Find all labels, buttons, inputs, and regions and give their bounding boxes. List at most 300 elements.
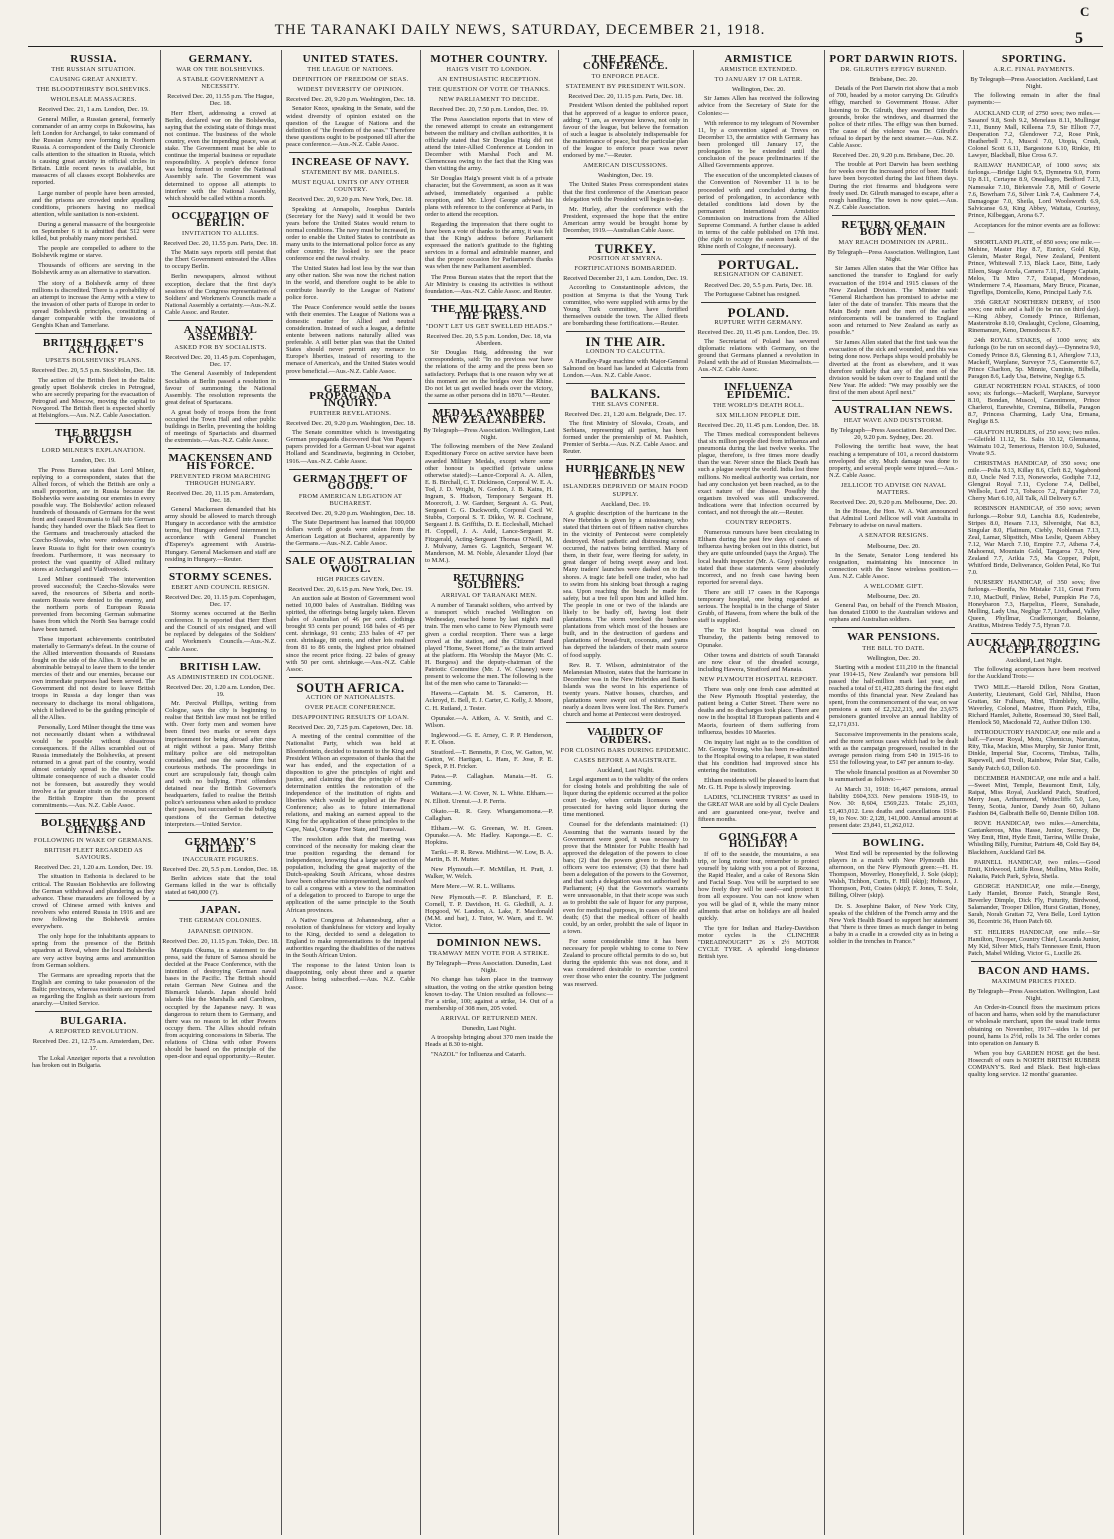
article-dateline: Melbourne, Dec. 20. [867, 542, 920, 550]
article-paragraph: Okato.—R. R. Grey. Whangamomona.—P. Callaghan. [425, 807, 553, 822]
article-paragraph: When you buy GARDEN HOSE get the best. Hosecraft of ours is NORTH BRITISH RUBBER COMPANY'S. Red and Black. Best high-class quality long service. 12 months' guarantee. [968, 1049, 1100, 1079]
article-subheading: MUST EQUAL UNITS OF ANY OTHER COUNTRY. [291, 179, 410, 194]
article-subheading: POSITION AT SMYRNA. [588, 255, 663, 263]
article-dateline: Received Dec. 20, 11.15 p.m. Tokio, Dec. 18. [162, 937, 279, 945]
article-headline: BRITISH FLEET'S ACTION. [42, 337, 145, 357]
article-paragraph: Sir Douglas Haig, addressing the war correspondents, said: "In no previous war have the relations of the army and the press been so satisfactory. Perhaps that is one reason why we at this moment are on the bridges over the Rhine. Do not let us get swelled heads over the victory, the same as other persons did in 1870."—Reuter. [425, 349, 553, 399]
article-paragraph: Herr Ebert, addressing a crowd at Berlin, declared war on the Bolsheviks, saying that the existing state of things must not continue. The business of the whole country, even the impending peace, was at stake. The Government must be able to continue the imperial business or repudiate responsibility. A people's defence force was being formed to render the National Assembly safe. The Government was determined to oppose all attempts to interfere with the National Assembly, which should be called within a month. [165, 109, 276, 202]
article-paragraph: The General Assembly of Independent Socialists at Berlin passed a resolution in favour of summoning the National Assembly. The resolution represents the great defeat of Spartacans. [165, 370, 276, 406]
article-subheading: WIDEST DIVERSITY OF OPINION. [297, 86, 404, 94]
article-headline: AUSTRALIAN NEWS. [834, 404, 953, 417]
article-separator [701, 254, 816, 255]
article-separator [289, 677, 412, 678]
article-paragraph: Counsel for the defendants maintained: (1) Assuming that the warrants issued by the Government were good, it was necessary to prove that the Minister for Public Health had approved the delegation of the powers to close bars; (2) that the powers given to the health officers were too extensive; (3) that there had been a delegation of the powers to the Governor, and that such a delegation was not authorised by Parliament; (4) that the Governor's warrants were unreasonable, in that their scope was such as to prohibit the sale of liquor for any purpose, even for medicinal purposes, in cases of life and death; (5) that the medical officer of health could, by an order, prohibit the sale of liquor in a town. [563, 821, 688, 935]
article-dateline: Received Dec. 20, 11.45 p.m. London, Dec. 19. [697, 328, 820, 336]
article-paragraph: General Miller, a Russian general, formerly commander of an army corps in Bukowina, has left London for Archangel, to take command of the Russian Army now forming in Northern Russia. A correspondent of the Daily Chronicle calls attention to the situation in Russia, which is causing great anxiety in official circles in Britain. Little recent news is available, but massacres of all classes except Bolsheviks are reported. [32, 115, 155, 187]
article-paragraph: SHORTLAND PLATE, of 850 sovs; one mile.—Mehine, Master Hay 8.7, Eunice, Gold Kip, Glerain, Master Regal, New Zealand, Penitent Prince, Whitewall 7.13, Black Lace, Bitte, Lady Eileen, Stage Arcola, Camera 7.11, Happy Captain, Melos, Tu Miro 7.7, Estapad, Mondesso, Windermere 7.4, Hassmara, Mary Bruce, Picanae, Tigreflips, Domicello, Keno, Principal Lady 7.6. [968, 239, 1100, 296]
article-paragraph: Senator Knox, speaking in the Senate, said the widest diversity of opinion existed on the question of the League of Nations and the definition of "the freedom of the seas." Therefore these questions ought to be postponed till after the peace conference.—Aus.-N.Z. Cable Assoc. [286, 105, 415, 148]
article-subheading: PREVENTED FROM MARCHING THROUGH HUNGARY. [170, 472, 271, 487]
article-subheading: RUPTURE WITH GERMANY. [714, 318, 803, 326]
article-subheading: SIX MILLION PEOPLE DIE. [716, 411, 801, 419]
article-separator [168, 206, 273, 207]
article-subheading: NEW PLYMOUTH HOSPITAL REPORT. [699, 675, 818, 683]
article-dateline: Received Dec. 20, 5.5 p.m. Paris, Dec. 18. [704, 281, 813, 289]
article-subheading: CASES BEFORE A MAGISTRATE. [574, 756, 677, 764]
article-dateline: London, Dec. 19. [71, 457, 116, 465]
article-paragraph: The Peace Conference would settle the issues with their enemies. The League of Nations was a domestic matter for Allied and neutral consideration. Instead of such a league, a definite entente between nations naturally allied was preferable. A still better plan was that the United States should never permit any menace to Europe's liberties, instead of resorting to the menace of America's, and the United States would prove beneficial.—Aus.-N.Z. Cable Assoc. [286, 303, 415, 375]
article-subheading: COUNTRY REPORTS. [725, 519, 792, 527]
article-subheading: MAXIMUM PRICES FIXED. [991, 977, 1077, 985]
article-subheading: MAY REACH DOMINION IN APRIL. [838, 239, 949, 247]
article-paragraph: RAILWAY HANDICAP, of 1000 sovs; six furlongs.—Bridge Light 9.5, Dymnetra 9.0, Form Up 8.11, Certayne 8.9, Oneallegro, Bedford 7.13, Namesake 7.10, Birkenvale 7.8, Mill o' Gowrie 7.6, Bowrham 7.6, Silver Link 7.4, Cashmere 7.4, Damagogue 7.0, Sheila, Lord Woolsworth 6.9, Salvicanse 6.9, King Abbey, Waitata, Courtesy, Prince, Kilbeggan, Arona 6.7. [968, 162, 1100, 219]
column-divider [160, 50, 161, 1535]
article-subheading: ASKED FOR BY SOCIALISTS. [174, 344, 267, 352]
article-paragraph: The Matin says reports still persist that the Ebert Government entreated the Allies to occupy Berlin. [165, 249, 276, 271]
article-dateline: Wellington, Dec. 20. [867, 654, 920, 662]
article-headline: IN THE AIR. [585, 334, 666, 349]
article-headline: BRITISH LAW. [179, 660, 262, 673]
article-paragraph: Sir James Allen has received the following advice from the Secretary of State for the Colonies:— [698, 95, 819, 117]
article-dateline: Dunedin, Last Night. [462, 1024, 516, 1032]
article-dateline: By Telegraph—Press Association. Received Dec. 20, 9.20 p.m. Sydney, Dec. 20. [830, 427, 957, 442]
article-subheading: FORTIFICATIONS BOMBARDED. [574, 265, 677, 273]
column-divider [558, 50, 559, 1535]
article-headline: PORTUGAL. [718, 257, 799, 273]
article-paragraph: PARNELL HANDICAP, two miles.—Good Emit, Kirkwood, Little Rose, Mullins, Miss Rolfe, Nakaiia, Patch Park, Sylvia, Sheila. [968, 858, 1100, 880]
article-paragraph: The situation in Esthonia is declared to be critical. The Russian Bolsheviks are following the German withdrawal and plundering as they advance. These marauders are followed by a crowd of Chinese armed with knives and revolvers who entered Russia in 1916 and are now following the Bolshevik armies everywhere. [32, 873, 155, 931]
article-headline: SALE OF AUSTRALIAN WOOL. [285, 555, 416, 575]
article-dateline: By Telegraph—Press Association. Wellington, Last Night. [827, 249, 960, 264]
article-subheading: AN ENTHUSIASTIC RECEPTION. [437, 76, 541, 84]
article-paragraph: 24th ROYAL STAKES, of 1000 sovs; six furlongs (to be run on second day).—Dynnetra 9.0, Comedy Prince 8.6, Glenning 8.1, Afterglow 7.13, Mackeff, Warplane, Surveyor 7.5, Casmerette 6.7, Prince Charlton, Sp. Minnie, Cuminie, Bilbella, Paragon 8.6, Lady Usa, Betwine, Neglige 6.5. [968, 337, 1100, 380]
page-corner-mark: C [1080, 4, 1090, 19]
article-subheading: LONDON TO CALCUTTA. [585, 348, 666, 356]
article-paragraph: A great body of troops from the front occupied the Town Hall and other public buildings in Berlin, preventing the holding of meetings of Spartacists and disarmed the extremists.—Aus.-N.Z. Cable Assoc. [165, 408, 276, 445]
article-dateline: Received Dec. 20, 11.15 p.m. Copenhagen, Dec. 17. [165, 593, 276, 608]
article-dateline: By Telegraph—Press Association. Dunedin, Last Night. [426, 960, 552, 975]
article-dateline: By Telegraph—Press Association. Wellington, Last Night. [423, 427, 555, 442]
article-subheading: FOLLOWING IN WAKE OF GERMANS. [33, 837, 154, 845]
article-separator [168, 448, 273, 449]
article-paragraph: 35th GREAT NORTHERN DERBY, of 1500 sovs; one mile and a half (to be run on third day).—King Abbey, Comedy Prince, Rifleman, Masterstroke 8.10, Onslaught, Cyclone, Gloaming, Rinemanure, Keno, Demodocus 8.7. [968, 298, 1100, 335]
article-separator [832, 400, 955, 401]
article-subheading: ACTION OF NATIONALISTS. [305, 693, 396, 701]
article-paragraph: The story of a Bolshevik army of three millions is discredited. There is a probability of an attempt to increase the Army with a view to the invasion of other parts of Europe in order to spread Bolshevik principles, constituting a danger comparable with the invasions of Genghis Khan and Tamerlane. [32, 279, 155, 330]
article-headline: THE PEACE CONFERENCE. [582, 53, 669, 73]
article-dateline: Wellington, Dec. 20. [732, 86, 785, 94]
article-headline: AUCKLAND TROTTING ACCEPTANCES. [967, 637, 1101, 657]
article-paragraph: The United States Press correspondent states that the first conference of the American peace delegation with the President will begin to-day. [563, 181, 688, 203]
article-dateline: Received December 21, 1 a.m. London, Dec. 19. [563, 275, 688, 283]
article-headline: RUSSIA. [70, 53, 117, 65]
article-subheading: ISLANDERS DEPRIVED OF MAIN FOOD SUPPLY. [562, 483, 689, 498]
article-subheading: THE BILL TO DATE. [862, 644, 925, 652]
article-subheading: A STABLE GOVERNMENT A NECESSITY. [176, 76, 265, 91]
article-paragraph: NURSERY HANDICAP, of 350 sovs; five furlongs.—Bonifa, No Mistake 7.11, Great Form 7.10, MacDuff, Finlaw, Rebel, Pumpkin Pie 7.6, Honeybaron 7.3, Harpelius, Fleere, Sunshade, Melling, Lady Una, Neglige 7.7, Lividband, Valley Queen, Phyllmar, Cradlemonger, Bolanne, Aratitus, Mistress Teddy 7.5, Hyran 7.0. [968, 579, 1100, 629]
article-separator [832, 215, 955, 216]
article-paragraph: According to Constantinople advices, the position at Smyrna is that the Young Turk committee, who were supplied with arms by the Young Turk committee, have fortified themselves outside the town. The Allied fleets are bombarding these fortifications.—Reuter. [563, 284, 688, 327]
article-headline: GERMANY'S KILLED. [184, 835, 257, 855]
article-paragraph: Acceptances for the minor events are as follows:— [968, 221, 1100, 237]
article-subheading: CAUSING GREAT ANXIETY. [49, 76, 138, 84]
article-paragraph: The Times medical correspondent believes that six million people died from influenza and pneumonia during the last twelve weeks. The plague, therefore, is five times more deadly than the war. Never since the Black Death has such a plague swept the world. India lost three millions. No medical authority was certain, nor had any conclusion yet been reached, as to the exact nature of the disease. Possibly the organism involved was still undiscovered. Indications were that infection occurred by contact, and not through the air.—Reuter. [698, 430, 819, 516]
article-paragraph: On inquiry last night as to the condition of Mr. George Young, who has been re-admitted to the Hospital owing to a relapse, it was stated that his condition had improved since his entering the institution. [698, 738, 819, 775]
article-separator [566, 722, 685, 723]
article-subheading: A WELCOME GIFT. [863, 583, 924, 590]
article-dateline: Received Dec. 20, 11.45 p.m. London, Dec. 18. [697, 421, 820, 429]
article-paragraph: Stormy scenes occurred at the Berlin conference. It is reported that Herr Ebert and the Council of six resigned, and will be replaced by delegates of the Soldiers' and Workmen's Councils.—Aus.-N.Z. Cable Assoc. [165, 610, 276, 653]
article-paragraph: There are still 17 cases in the Kaponga temporary hospital, one being regarded as serious. The hospital is in the charge of Sister Grubb, of Hawera, from where the bulk of the staff is supplied. [698, 588, 819, 625]
article-subheading: INVITATION TO ALLIES. [181, 229, 260, 237]
article-paragraph: The execution of the uncompleted clauses of the Convention of November 11 is to be proceeded with and concluded during the period of prolongation, in accordance with detailed conditions laid down by the permanent International Armistice Commission on instructions from the Allied Supreme Command. A further clause is added in terms of the cable published on 17th inst. (the right to occupy the eastern bank of the Rhine north of Cologne, if necessary). [698, 172, 819, 251]
article-headline: BACON AND HAMS. [978, 964, 1090, 977]
article-paragraph: A graphic description of the hurricane in the New Hebrides is given by a missionary, who stated that thirteen out of fifteen native churches in the vicinity of Pentecost were completely destroyed. Most pathetic and distressing scenes occurred, the natives being terrified. Many of them, in their fear, were fleeing for safety, in great danger of being swept away and lost. Many traders' launches were dashed on to the shores. A tragic fate befell one trader, who had to swim from his sinking boat through a raging sea. Upon reaching the beach he made for safety, but a tree fell upon him and killed him. The people in one or two of the islands are likely to be badly off, having lost their plantations. The storm wrecked the bamboo plantations from which most of the houses are built, and in the destruction of gardens and plantations of bread-fruit, coconuts, and yams has deprived the islanders of their main source of food supply. [563, 509, 688, 659]
article-headline: INCREASE OF NAVY. [291, 156, 410, 169]
article-paragraph: In the House, the Hon. W. A. Watt announced that Admiral Lord Jellicoe will visit Australia in February to advise on naval matters. [829, 508, 958, 530]
article-subheading: THE BLOODTHIRSTY BOLSHEVIKS. [36, 86, 151, 94]
article-subheading: INACCURATE FIGURES. [182, 855, 259, 863]
article-subheading: THE GERMAN COLONIES. [179, 917, 262, 925]
article-separator [289, 551, 412, 552]
article-paragraph: The response to the latest Union loan is disappointing, only about three and a quarter millions being subscribed.—Aus. N.Z. Cable Assoc. [286, 962, 415, 991]
article-separator [566, 331, 685, 332]
article-paragraph: For some considerable time it has been necessary for people wishing to come to New Zealand to procure official permits to do so, but during the epidemic this was not done, and it was considered desirable to exercise control over those who enter the country. The judgment was reserved. [563, 937, 688, 988]
article-separator [289, 379, 412, 380]
article-paragraph: The Lokal Anzeiger reports that a revolution has broken out in Bulgaria. [32, 1054, 155, 1069]
article-headline: SOUTH AFRICA. [296, 679, 405, 695]
article-paragraph: GREAT NORTHERN FOAL STAKES, of 1000 sovs; six furlongs.—Mackeff, Warplane, Surveyor 8.10, Bondan, Muscol, Canonimore, Prince Charleroi, Eurewhite, Cremina, Bilbella, Paragon 8.7, Princess Charming, Lady Una, Ermana, Neglige 8.5. [968, 382, 1100, 426]
article-paragraph: The Germans are spreading reports that the English are coming to take possession of the Baltic provinces, whereas residents are reported as regarding the English as their saviours from anarchy.—United Service. [32, 971, 155, 1008]
article-paragraph: New Plymouth.—F. P. Blanchard, F. E. Cornell, T. P. Davidson, H. G. Gledhill, A. J. Hopgood, W. Landon, A. Lake, F. Macdonald (M.M. and bar), J. Tutor, W. Warn, and E. W. Victor. [425, 893, 553, 929]
article-paragraph: Inglewood.—G. E. Arney, C. P. P. Henderson, F. E. Olson. [425, 731, 553, 746]
article-subheading: WAR ON THE BOLSHEVIKS. [176, 66, 265, 74]
article-paragraph: The Press Association reports that in view of the renewed attempt to create an estrangement between the military and civilian authorities, it is officially stated that Sir Douglas Haig did not attend the inter-Allied Conference at London in December with Marshal Foch and M. Clemenceau owing to the fact that the King was then visiting the army. [425, 115, 553, 173]
article-paragraph: The tyre for Indian and Harley-Davidson motor cycles is the CLINCHER "DREADNOUGHT" 26 x 2½ MOTOR CYCLE TYRE. A splendid long-distance British tyre. [698, 924, 819, 961]
article-separator [289, 469, 412, 470]
column-1 [29, 50, 158, 1535]
article-paragraph: Opunake.—A. Aitken, A. V. Smith, and C. Wilson. [425, 714, 553, 729]
article-headline: RETURNING SOLDIERS. [453, 571, 525, 591]
article-headline: STORMY SCENES. [169, 570, 272, 583]
article-subheading: STATEMENT BY MR. DANIELS. [301, 169, 400, 177]
column-divider [693, 50, 694, 1535]
article-headline: RETURN OF MAIN BODY MEN. [841, 218, 946, 238]
article-paragraph: The only hope for the inhabitants appears to spring from the presence of the British squadron at Reval, where the local Bolsheviks are very active buying arms and ammunition from German soldiers. [32, 933, 155, 969]
article-separator [168, 900, 273, 901]
article-subheading: HIGH PRICES GIVEN. [316, 575, 385, 583]
article-headline: GERMAN THEFT OF GOODS. [292, 472, 409, 492]
masthead-rule [28, 46, 1103, 47]
article-dateline: Received Dec. 20, 5.5 p.m. London, Dec. 18, via Aberdeen. [426, 333, 552, 348]
article-headline: THE MILITARY AND THE PRESS. [431, 302, 547, 322]
article-subheading: THE RUSSIAN SITUATION. [51, 66, 136, 74]
article-paragraph: INTRODUCTORY HANDICAP, one mile and a half.—Favour Royal, Motu, Chemicus, Narratus, Rity, Tika, Mackin, Miss Murphy, Sir Junior Emit, Dinkle, Imperial Star, Cocorns, Timbus, Tallis, Rapewell, and Tivoli, Rainbow, Polar Star, Callo, Sandy Patch 6.0, Dillon 6.0. [968, 729, 1100, 772]
article-dateline: Auckland, Last Night. [597, 766, 654, 774]
article-paragraph: The Portuguese Cabinet has resigned. [704, 290, 801, 298]
article-paragraph: The following members of the New Zealand Expeditionary Force on active service have been awarded Military Medals, except where some other honour is specified (private unless otherwise stated):—Lance-Corporal A. A. Allen, E. B. Birchall, C. T. Dickinson, Corporal W. E. A. Tod, J. D. Wright, N. Gordon, J. B. Kains, H. Ingram, S. Hudson, Temporary Sergeant H. Moorcroft, J. W. Gardner, Sergeant A. G. Peat, Sergeant C. G. Duckworth, Corporal Cecil W. Stubbs, Corporal S. T. Dikko, W. R. Cochrane, Sergeant J. B. Griffiths, D. E. Eccleshall, Michael H. Coppell, J. A. Auld, Lance-Sergeant R. Fitzgerald, Acting-Sergeant Thomas O'Neill, M. J. Mulvany, James G. Lagnitch, Sergeant W. Manderson, M. M. Noble, Alexander Lloyd (bar to M.M.). [425, 443, 553, 564]
article-subheading: DR. GILRUTH'S EFFIGY BURNED. [840, 66, 947, 74]
article-paragraph: TWO MILE.—Harold Dillon, Nora Grattan, Austerity, Lieutenant, Gold Girl, Nihilist, Huon Grattan, Sir Fulham, Mint, Thimbleby, Willie, Waverley, Colonel, Mastree, Huon Patch, Elba, Richard Hamlet, Juliette, Rosemead 30, Steel Ball, Hemlock 50, Macdonald 72, Author Dillon 130. [968, 683, 1100, 726]
article-headline: BULGARIA. [60, 1015, 127, 1028]
article-dateline: Auckland, Dec. 19. [600, 500, 651, 508]
column-2 [162, 50, 279, 1535]
article-separator [428, 568, 550, 569]
article-separator [428, 933, 550, 934]
article-paragraph: If off to the seaside, the mountains, a sea trip, or long motor tour, remember to protect yourself by taking with you a pot of Rexona, the Rapid Healer, and a cake of Rexona Skin and Facial Soap. You will be surprised to see how freely they will be used—and protect it from all exposure. You can not know when you will be glad of it, while the many minor ailments that arise on holidays are all healed quickly. [698, 850, 819, 922]
article-headline: BOWLING. [862, 836, 925, 849]
article-subheading: A SENATOR RESIGNS. [858, 532, 929, 540]
article-headline: VALIDITY OF ORDERS. [587, 726, 664, 746]
column-6 [695, 50, 822, 1535]
article-separator [701, 827, 816, 828]
article-dateline: Received Dec. 20, 5.5 p.m. Stockholm, Dec. 18. [31, 367, 156, 375]
article-paragraph: The trouble at Port Darwin has been seething for weeks over the increased price of beer. Hotels have been boycotted during the last fifteen days. During the riot firearms and bludgeons were freely used. Dr. Gilruth managed to escape, after a rough handling. The town is now quiet.—Aus. N.Z. Cable Association. [829, 161, 958, 211]
article-paragraph: The following acceptances have been received for the Auckland Trots:— [968, 666, 1100, 681]
article-subheading: "DON'T LET US GET SWELLED HEADS." [425, 323, 553, 330]
article-paragraph: The Press Bureau states that the report that the Air Ministry is ceasing its activities is without foundation.—Aus.-N.Z. Cable Assoc. and Reuter. [425, 273, 553, 295]
article-headline: THE BRITISH FORCES. [54, 427, 133, 447]
article-headline: OCCUPATION OF BERLIN. [171, 209, 270, 229]
article-paragraph: Starting with a modest £11,210 in the financial year 1914-15, New Zealand's war pensions bill passed the half-million mark last year, and reached a total of £1,412,283 during the first eight months of this financial year. New Zealand has spent, from the commencement of the war, on war pensions a sum of £2,322,213, and the 23,675 pensioners granted involve an annual liability of £2,171,031. [829, 663, 958, 728]
article-paragraph: Legal argument as to the validity of the orders for closing hotels and prohibiting the sale of liquor during the epidemic occurred at the police court to-day, when certain licensees were prosecuted for having sold liquor during the time mentioned. [563, 775, 688, 819]
article-subheading: AMERICAN DISCUSSIONS. [583, 162, 668, 170]
article-paragraph: A meeting of the central committee of the Nationalist Party, which was held at Bloemfontein, decided to transmit to the King and President Wilson an expression of thanks that the war has ended, and the expectation of a disposition to give the principles of right and justice, and claiming that the principle of self-determination entitles the restoration of the independence of the institution of rights and liberties which would be applied at the Peace Conference; also as to future international relations, and making an earnest appeal to the King for the application of these principles to the Cape, Natal, Orange Free State, and Transvaal. [286, 733, 415, 833]
article-dateline: Received Dec. 20, 9.20 p.m. Washington, Dec. 18. [285, 420, 416, 428]
article-paragraph: CHRISTMAS HANDICAP, of 350 sovs; one mile.—Polia 9.13, Killay 8.6, Cleft 8.2, Vagabond 8.0, Uncle Ned 7.13, Noneworks, Godiphe 7.12, Glengrai Royal 7.11, Cyclone 7.4, Dellbel, Wellsole, Lord 7.3, Tobacco 7.2, Fairgrafter 7.0, Cherry Mart 6.10, All Talk, All Delivery 6.7. [968, 459, 1100, 503]
article-headline: ARMISTICE [724, 53, 793, 65]
article-paragraph: Patea.—P. Callaghan. Manaia.—H. G. Cumming. [425, 773, 553, 788]
article-headline: DOMINION NEWS. [436, 937, 542, 950]
article-paragraph: Mr. Hurley, after the conference with the President, expressed the hope that the entire American army would be brought home by December, 1919.—Australian Cable Assoc. [563, 205, 688, 234]
column-divider [824, 50, 825, 1535]
article-separator [971, 633, 1097, 634]
article-headline: GERMAN PROPAGANDA INQUIRY. [309, 382, 392, 409]
article-subheading: ARMISTICE EXTENDED. [719, 66, 798, 74]
column-divider [281, 50, 282, 1535]
article-paragraph: Successive improvements in the pensions scale, and the more serious cases which had to be dealt with as the campaign progressed, resulted in the average pension rising from £40 in 1915-16 to £51 the following year, to £47 per annum to-day. [829, 730, 958, 766]
article-headline: INFLUENZA EPIDEMIC. [723, 381, 794, 401]
article-paragraph: A troopship bringing about 370 men inside the Heads at 8.30 to-night. [425, 1034, 553, 1049]
article-subheading: AS ADMINISTERED IN COLOGNE. [166, 673, 275, 681]
article-dateline: Received Dec. 20, 9.20 p.m. Melbourne, Dec. 20. [830, 499, 957, 507]
article-subheading: ARRIVAL OF TARANAKI MEN. [440, 592, 538, 600]
article-paragraph: Numerous rumours have been circulating in Eltham during the past few days of cases of influenza having broken out in this district, but they are quite unfounded (says the Argus). The local health inspector (Mr. A. Gray) yesterday stated that these statements were absolutely incorrect, and no fresh case having been reported for several days. [698, 529, 819, 586]
article-paragraph: The following remain in after the final payments:— [968, 92, 1100, 107]
article-paragraph: Following the terrific heat wave, the heat reaching a temperature of 101, a record duststorm enveloped the city. Much damage was done to property, and several people were injured.—Aus.-N.Z. Cable Assoc. [829, 443, 958, 479]
article-dateline: Received Dec. 20, 11.45 p.m. Copenhagen, Dec. 17. [165, 354, 276, 369]
article-paragraph: The United States had lost less by the war than any other nation. She was now the richest nation in the world, and therefore ought to be able to contribute heavily to the League of Nations' police force. [286, 265, 415, 301]
column-7 [826, 50, 961, 1535]
article-paragraph: A Handley-Page machine with Major-General Salmond on board has landed at Calcutta from London.—Aus. N.Z. Cable Assoc. [563, 358, 688, 380]
article-paragraph: Details of the Port Darwin riot show that a mob of 700, headed by a motor carrying Dr. Gilruth's effigy, marched to Government House. After listening to Dr. Gilruth, they swarmed into the grounds, broke the windows, and disarmed the police of their rifles. The effigy was then burned. The cause of the violence was Dr. Gilruth's refusal to depart by the next steamer.—Aus. N.Z. Cable Assoc. [829, 85, 958, 150]
article-headline: JAPAN. [200, 904, 241, 917]
article-subheading: TRAMWAY MEN VOTE FOR A STRIKE. [428, 950, 550, 958]
article-paragraph: President Wilson denied the published report that he approved of a league to enforce peace, adding: "I am, as everyone knows, not only in favour of the league, but believe the formation of such a league is absolutely indispensable for the maintenance of peace, but the particular plan of the league to enforce peace was never endorsed by me."—Reuter. [563, 102, 688, 160]
article-subheading: FROM AMERICAN LEGATION AT BUCHAREST. [298, 492, 403, 507]
article-dateline: Received Dec. 21, 1.20 a.m. Belgrade, Dec. 17. [564, 410, 687, 418]
article-paragraph: DECEMBER HANDICAP, one mile and a half.—Sweet Mint, Temple, Beaumont Emit, Lily, Raipat, Miss Royal, Auckland Patch, Stratford, Merry Jean, Arthurmond, Whitecliffs 5.0, Leo, Tenny, Scotia, Junior, Dandy Joan 60, Juliano Fashion 84, Galbraith Belle 60, Dennie Dillon 108. [968, 774, 1100, 818]
column-4 [422, 50, 556, 1535]
article-paragraph: GEORGE HANDICAP, one mile.—Energy, Lady Hamlet, Bronze Patch, Strangle Rest, Beverley Dimple, Dick Fly, Futurity, Birdwood, Salamander, Trooper Dillon, Hurst Grattan, Honey, Sarah, Norah Grattan 72, Vera Belle, Lord Lytton 36, Eccentric 36, Huon Patch 60. [968, 882, 1100, 926]
article-subheading: FURTHER REVELATIONS. [309, 409, 392, 417]
article-paragraph: ROVE HANDICAP, two miles.—Amerchita, Cantankerous, Miss Hasse, Junior, Secrecy, De Wey Emit, Hint, Hyde Emit, Tarrina, Willie Drake, Whistling Billy, Furnitur, Patrium 48, Cold Bay 84, Blackthorn, Auckland Girl 84. [968, 820, 1100, 856]
article-subheading: FOR CLOSING BARS DURING EPIDEMIC. [560, 746, 691, 754]
article-paragraph: Marquis Okuma, in a statement to the press, said the future of Samoa should be decided at the Peace Conference, with the intention of destroying German naval bases in the Pacific. The British should retain German New Guinea and the Bismarck Islands. Japan should hold islands like the Marshalls and Carolines, occupied by the Japanese navy. It was dangerous to return them to Germany, and there was no reason to let other Powers occupy them. The Allies should refrain from acquiring concessions in Siberia. The relations of China with other Powers should be based on the principle of the open-door and equal opportunity.—Reuter. [165, 946, 276, 1061]
article-paragraph: Eltham residents will be pleased to learn that Mr. G. H. Pope is slowly improving. [698, 777, 819, 792]
article-separator [701, 377, 816, 378]
article-paragraph: These important achievements contributed materially to Germany's defeat. In the course of the Allied intervention thousands of Russians fought on the side of the Allies. It would be an abominable betrayal to leave them to the tender mercies of their and our enemies, because our own immediate purposes had been served. The Government did not desire to leave British troops in Russia a day longer than was necessary to discharge its moral obligations, which it believed to be the guiding principle of all the Allies. [32, 635, 155, 721]
article-headline: BALKANS. [590, 386, 661, 402]
article-paragraph: The State Department has learned that 100,000 dollars worth of goods were stolen from the American Legation at Bucharest, apparently by the Germans.—Aus.-N.Z. Cable Assoc. [286, 519, 415, 548]
article-dateline: Received Dec. 20, 9.20 p.m. Washington, Dec. 18. [285, 509, 416, 517]
article-dateline: By Telegraph—Press Association. Auckland, Last Night. [970, 76, 1098, 91]
article-subheading: THE LEAGUE OF NATIONS. [307, 66, 394, 74]
article-dateline: Received Dec. 20, 11.15 p.m. Paris, Dec. 18. [568, 93, 683, 101]
article-dateline: Received Dec. 20, 1.20 a.m. London, Dec. 19. [166, 683, 275, 698]
article-dateline: Received Dec. 21, 1.20 a.m. London, Dec. 19. [34, 864, 153, 872]
article-separator [428, 403, 550, 404]
article-dateline: Received Dec. 20, 5.5 p.m. London, Dec. 18. [162, 866, 279, 873]
article-separator [289, 152, 412, 153]
article-paragraph: West End will be represented by the following players in a match with New Plymouth this afternoon, on the New Plymouth green:—H. H. Thompson, Moverley, Honeyfield, J. Sole (skip); Walsh, Tichbon, Curtis, F. Hill (skip); Hobson, J. Thompson, Pott, Coates (skip); F. Jones, T. Sole, Billing, Oliver (skip). [829, 849, 958, 900]
article-subheading: DISAPPOINTING RESULTS OF LOAN. [291, 714, 410, 722]
article-paragraph: The Secretariat of Poland has severed diplomatic relations with Germany, on the ground that Germans planned a revolution in Poland with the aid of Russian Maximalists.—Aus.-N.Z. Cable Assoc. [698, 338, 819, 374]
article-paragraph: Sir James Allen stated that the first task was the evacuation of the sick and wounded, and this was being done now. Perhaps ships would probably be diverted at the front as elsewhere, and it was therefore unlikely that any of the men of the division would be taken over to England until the New Year. He added: "We may possibly see the first of the men about April next." [829, 339, 958, 396]
article-paragraph: The first Ministry of Slovaks, Croats, and Serbians, representing all parties, has been formed under the premiership of M. Pashitch, Premier of Serbia.—Aus. N.Z. Cable Assoc. and Reuter. [563, 419, 688, 456]
column-8 [965, 50, 1103, 1535]
article-paragraph: Hawera.—Captain M. S. Cameron, H. Ackroyd, E. Bell, E. J. Carter, C. Kelly, J. Moore, C. H. Rutland, J. Tester. [425, 690, 553, 712]
article-subheading: ARRIVAL OF RETURNED MEN. [440, 1014, 538, 1022]
newspaper-title: THE TARANAKI DAILY NEWS, SATURDAY, DECEMBER 21, 1918. [274, 22, 766, 38]
article-paragraph: Berlin newspapers, almost without exception, declare that the first day's sessions of the Congress representatives of Soldiers' and Workmen's Councils made a National Assembly a certainty.—Aus.-N.Z. Cable Assoc. and Reuter. [165, 273, 276, 316]
article-dateline: Received Dec. 20, 11.55 p.m. Paris, Dec. 18. [163, 240, 278, 248]
article-subheading: RESIGNATION OF CABINET. [713, 271, 804, 279]
article-separator [168, 567, 273, 568]
article-paragraph: During a general massacre of the bourgeoisie on September 6 it is admitted that 512 were killed, but probably many more perished. [32, 220, 155, 243]
article-paragraph: General Mackensen demanded that his army should be allowed to march through Hungary in accordance with the armistice terms, but Hungary ordered internment in accordance with General Franchet d'Esperey's agreement with Austria-Hungary. General Mackensen and staff are residing in Hungary.—Reuter. [165, 505, 276, 563]
article-subheading: HAIG'S VISIT TO LONDON. [446, 66, 532, 74]
article-subheading: THE SLAVS CONFER. [592, 400, 659, 408]
article-paragraph: A number of Taranaki soldiers, who arrived by a transport which reached Wellington on Wednesday, reached home by last night's mail train. The men who came to New Plymouth were given a cordial reception. There was a large crowd at the station, and the Citizens' Band played "Home, Sweet Home," as the train arrived at the platform. His Worship the Mayor (Mr. C. H. Burgess) and the deputy-chairman of the Patriotic Committee (Mr. J. W. Chaney) were present to welcome the men. The following is the list of the men who came to Taranaki:— [425, 602, 553, 688]
article-dateline: By Telegraph—Press Association. Wellington, Last Night. [968, 988, 1100, 1003]
article-separator [566, 383, 685, 384]
article-paragraph: The Senate committee which is investigating German propaganda discovered that Von Papen's papers provided for a German U-boat war against Holland and Scandinavia, beginning in October, 1916.—Aus.-N.Z. Cable Assoc. [286, 429, 415, 465]
article-headline: WAR PENSIONS. [847, 631, 940, 644]
article-paragraph: Regarding the impression that there ought to have been a vote of thanks to the army, it was felt that the King's address before Parliament expressed the nation's gratitude to the fighting services in a formal and admirable manner, and that the proper occasion for Parliament's thanks was when the new Parliament assembled. [425, 220, 553, 271]
article-subheading: JAPANESE OPINION. [187, 927, 254, 935]
article-separator [701, 302, 816, 303]
column-5 [560, 50, 691, 1535]
article-dateline: Melbourne, Dec. 20. [867, 593, 920, 601]
article-paragraph: The whole financial position as at November 30 is summarised as follows:— [829, 769, 958, 784]
article-dateline: Auckland, Last Night. [1005, 657, 1063, 665]
article-paragraph: Berlin advices state that the total Germans killed in the war is officially stated at 640,000 (?). [165, 875, 276, 897]
article-subheading: A.R.C. FINAL PAYMENTS. [993, 66, 1075, 74]
article-paragraph: LADIES, "CLINCHER TYRES" as used in the GREAT WAR are sold by all Cycle Dealers and are guaranteed one-year, twelve and fifteen months. [698, 794, 819, 823]
article-separator [168, 832, 273, 833]
article-dateline: Received Dec. 20, 7.25 p.m. Capetown, Dec. 18. [288, 724, 413, 732]
article-paragraph: "NAZOL" for Influenza and Catarrh. [431, 1051, 526, 1059]
article-paragraph: Dr. S. Josephine Baker, of New York City, speaks of the children of the French army and the New York Health Board to support her statement that "there is three times as much danger in being a baby in a cradle in a crowded city as in being a soldier in the trenches in France." [829, 902, 958, 946]
article-paragraph: Other towns and districts of south Taranaki are now clear of the dreaded scourge, including Hawera, Stratford and Manaia. [698, 651, 819, 673]
article-paragraph: The Press Bureau states that Lord Milner, replying to a correspondent, states that the Allied forces, of which the British are only a small proportion, are in Russia because the Bolsheviks were assisting our enemies in every possible way. The Bolsheviks' action released hundreds of thousands of Germans for the west front and caused Roumania to fall into German hands; they handed over the Black Sea fleet to the Germans and treacherously attacked the Czecho-Slovaks, who were endeavouring to leave Russia to fight for their own country's freedom. Furthermore, it was necessary to protect the vast quantity of Allied military stores at Archangel and Vladivostock. [32, 466, 155, 573]
article-paragraph: At March 31, 1918: 16,467 pensions, annual liability £604,333. New pensions 1918-19, to Nov. 30: 8,604, £569,223. Totals: 25,103, £1,403,012. Less deaths and cancellations 1918-19, to Nov. 30: 2,128, 141,000. Annual amount at present date: 23,841, £1,262,012. [829, 786, 958, 829]
article-subheading: LORD MILNER'S EXPLANATION. [41, 447, 146, 455]
article-paragraph: The Te Kiri hospital was closed on Thursday, the patients being removed to Opunake. [698, 627, 819, 649]
article-paragraph: Lord Milner continued: The intervention proved successful; the Czecho-Slovaks were saved, the resources of Siberia and north-eastern Russia were denied to the enemy, and the northern ports of European Russia prevented from becoming German submarine bases from which the North Sea barrage could have been turned. [32, 575, 155, 633]
article-headline: MEDALS AWARDED NEW ZEALANDERS. [431, 406, 547, 427]
article-subheading: TO JANUARY 17 OR LATER. [714, 76, 803, 84]
article-subheading: UPSETS BOLSHEVIKS' PLANS. [45, 357, 142, 365]
article-dateline: Received Dec. 21, 12.75 a.m. Amsterdam, Dec. 17. [32, 1038, 155, 1053]
article-separator [35, 333, 152, 334]
article-paragraph: GRAFTON HURDLES, of 250 sovs; two miles.—Gleifeld 11.12, St. Salis 10.12, Glenmanna, Waimatu 10.2, Temerious, Herston 10.0, Sulusted, Vivate 9.5. [968, 428, 1100, 457]
article-paragraph: The resolution adds that the meeting was convinced of the necessity for making clear the true position regarding the demand for independence, knowing that a large section of the population, including the great majority of the Dutch-speaking South Africans, whose desires have been otherwise misrepresented, had resolved to call a congress with a view to the nomination of a delegation to proceed to Europe to urge the application of the same principle to the South African provinces. [286, 835, 415, 914]
article-headline: BOLSHEVIKS AND CHINESE. [40, 816, 147, 836]
article-paragraph: Eltham.—W. G. Greenan, W. H. Green. Opunake.—A. Mc Hadley. Kaponga.—E. C. Hopkins. [425, 824, 553, 846]
column-divider [963, 50, 964, 1535]
article-paragraph: ST. HELIERS HANDICAP, one mile.—Sir Hamilton, Trooper, Country Chief, Locanda Junior, My Kid, Silver Mick, Hal's Tennessee Emit, Huon Patch, Mabel Wilding, Victor G., Lucille 26. [968, 928, 1100, 957]
article-headline: MOTHER COUNTRY. [430, 53, 548, 65]
article-paragraph: With reference to my telegram of November 11, by a convention signed at Treves on December 13, the armistice with Germany has been prolonged till January 17, the prolongation to be extended until the conclusion of the peace preliminaries if the Allied Governments approve. [698, 119, 819, 170]
article-separator [971, 961, 1097, 962]
article-dateline: Received Dec. 20, 9.20 p.m. Brisbane, Dec. 20. [832, 152, 955, 160]
article-headline: UNITED STATES. [302, 53, 399, 65]
article-paragraph: Thousands of officers are serving in the Bolshevik army as an alternative to starvation. [32, 262, 155, 277]
article-separator [168, 657, 273, 658]
article-subheading: HEAT WAVE AND DUSTSTORM. [843, 417, 944, 425]
article-dateline: Received Dec. 20, 9.20 p.m. New York, Dec. 18. [288, 196, 413, 204]
article-paragraph: Tariki.—P. R. Rewa. Midhirst.—W. Low, B. A. Martin, B. H. Mutter. [425, 849, 553, 864]
article-paragraph: Large number of people have been arrested, and the prisons are crowded under appalling conditions, prisoners having no medical attention, while sanitation is non-existent. [32, 189, 155, 218]
article-subheading: TO ENFORCE PEACE. [591, 73, 660, 81]
article-paragraph: New Plymouth.—F. McMillan, H. Pratt, J. Walker, W. Welch. [425, 866, 553, 881]
article-paragraph: General Pau, on behalf of the French Mission, has donated £1000 to the Australian widows and orphans and Australian soldiers. [829, 602, 958, 624]
article-paragraph: The people are compelled to adhere to the Bolshevik regime or starve. [32, 245, 155, 260]
article-separator [35, 813, 152, 814]
article-paragraph: The action of the British fleet in the Baltic greatly upset Bolshevik circles in Petrograd, who are secretly preparing for the evacuation of Petrograd and Moscow, moving the capital to Novgorod. The British fleet is expected shortly at Helsingfors.—Aus. N.Z. Cable Association. [32, 376, 155, 420]
column-divider [420, 50, 421, 1535]
article-paragraph: Rev. R. T. Wilson, administrator of the Melanesian Mission, states that the hurricane in December was in the New Hebrides and Banks Islands was the worst in his experience of twenty years. Native houses, churches, and plantations were swept out of existence, and nearly a dozen lives were lost. The Rev. Furner's church and home at Pentecost were destroyed. [563, 661, 688, 719]
article-paragraph: Mere Mere.—W. R. L. Williams. [431, 883, 516, 891]
article-headline: MACKENSEN AND HIS FORCE. [168, 452, 273, 472]
article-separator [566, 238, 685, 239]
article-separator [428, 299, 550, 300]
page-number: 5 [1075, 30, 1083, 47]
article-headline: GOING FOR A HOLIDAY! [718, 830, 799, 850]
article-paragraph: AUCKLAND CUP, of 2750 sovs; two miles.—Sasanof 9.8, Sosh 9.2, Menelaus 8.11, Mullingar 7.11, Bunny Mall, Killeena 7.9, Sir Elliott 7.7, Desperation 7.2, Glendower 7.2, Rose Pink, Heatherbell 7.1, Muscol 7.0, Utopia, Crush, Colonel Scott 6.11, Bargestone 6.10, Rinkie, Hi Lawyer, Blackball, Blue Cross 6.7. [968, 109, 1100, 160]
article-separator [35, 1011, 152, 1012]
article-separator [832, 833, 955, 834]
article-separator [832, 627, 955, 628]
article-separator [168, 320, 273, 321]
article-paragraph: Waitara.—J. W. Cover, N. L. White. Eltham.—N. Elliott. Urenui.—J. P. Ferris. [425, 790, 553, 805]
article-paragraph: An Order-in-Council fixes the maximum prices of bacon and hams, when sold by the manufacturer or wholesale merchant, upon the usual trade terms obtaining on November, 1917—sides 1s 1d per pound, hams 1s 2½d, rolls 1s 3d. The order comes into operation on January 8. [968, 1004, 1100, 1047]
article-paragraph: Speaking at Annapolis, Josephus Daniels (Secretary for the Navy) said it would be two years before the United States would return to normal conditions. The navy must be increased, in order to enable the United States to contribute as many units to the international police force as any other country. He looked to see the peace conference end the naval rivalry. [286, 205, 415, 263]
article-separator [566, 459, 685, 460]
article-paragraph: Stratford.—T. Bennetts, P. Cox, W. Gatton, W. Gatton, W. Hartigan, L. Ham, F. Jose, P. E. Speck, P. H. Fricker. [425, 748, 553, 771]
article-separator [35, 423, 152, 424]
article-dateline: Received Dec. 20, 11.55 p.m. The Hague, Dec. 18. [167, 93, 274, 108]
article-dateline: Received Dec. 20, 6.15 p.m. New York, Dec. 19. [288, 585, 413, 593]
masthead [0, 0, 1114, 50]
article-subheading: EBERT AND COUNCIL RESIGN. [171, 583, 270, 591]
article-headline: HURRICANE IN NEW HEBRIDES [565, 463, 686, 483]
article-subheading: OVER PEACE CONFERENCE. [305, 704, 396, 712]
article-dateline: Brisbane, Dec. 20. [869, 76, 918, 84]
article-headline: POLAND. [727, 304, 790, 320]
article-dateline: Received Dec. 20, 11.15 p.m. Amsterdam, Dec. 18. [166, 489, 275, 504]
